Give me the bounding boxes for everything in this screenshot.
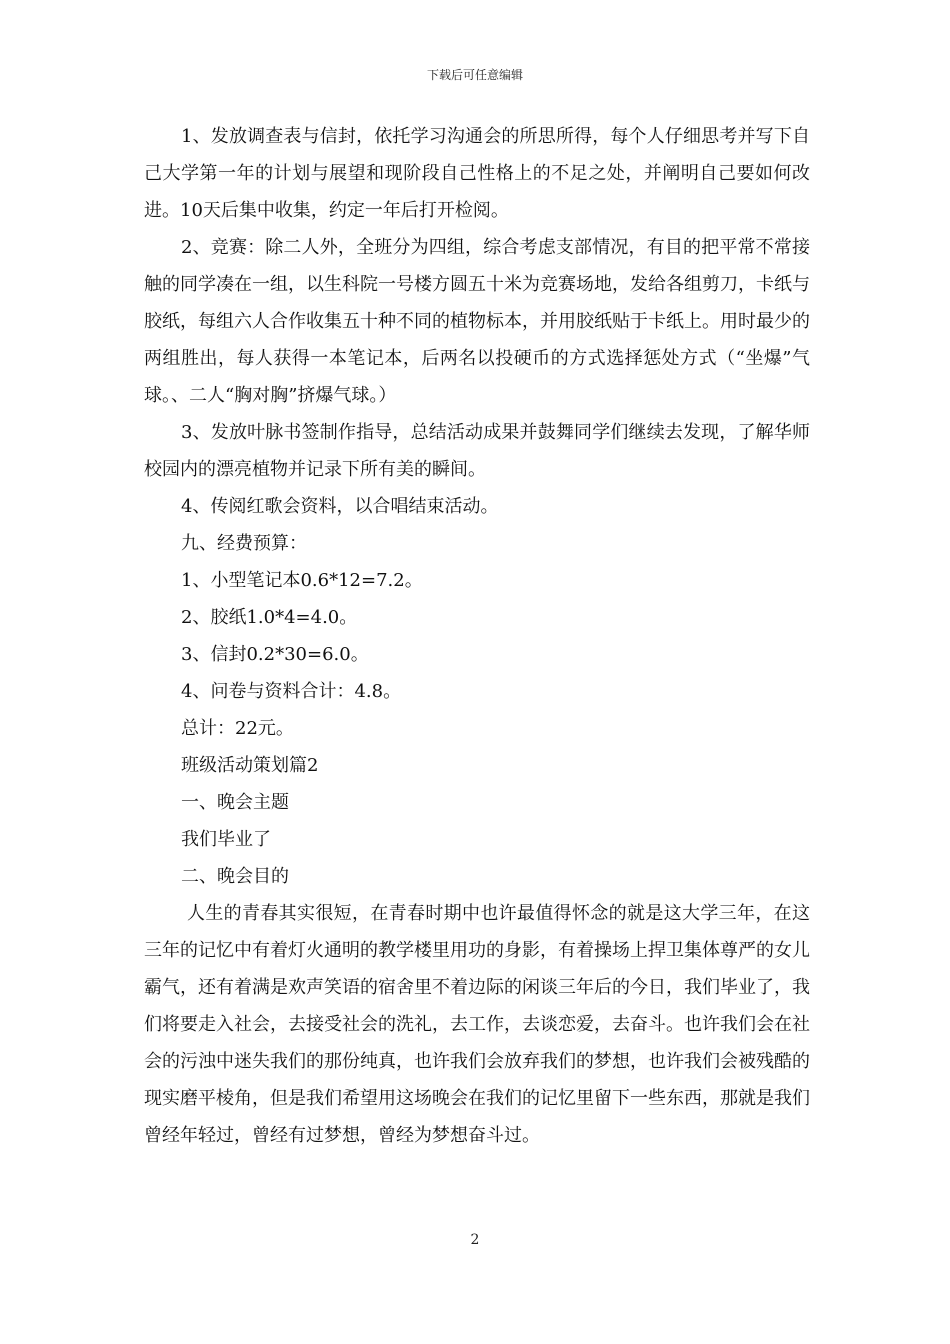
section-title-part2: 班级活动策划篇2	[181, 755, 319, 776]
budget-item-4: 4、问卷与资料合计：4.8。	[181, 681, 402, 702]
paragraph-item-2: 2、竞赛：除二人外，全班分为四组，综合考虑支部情况，有目的把平常不常接触的同学凑在一组，以生科院一号楼方圆五十米为竞赛场地，发给各组剪刀，卡纸与胶纸，每组六人合作收集五十种不同的植物标本，并用胶纸贴于卡纸上。用时最少的两组胜出，每人获得一本笔记本，后两名以投硬币的方式选择惩处方式（“坐爆”气球。、二人“胸对胸”挤爆气球。）	[144, 237, 810, 406]
budget-item-3: 3、信封0.2*30=6.0。	[181, 644, 369, 665]
paragraph-item-4: 4、传阅红歌会资料，以合唱结束活动。	[181, 496, 499, 517]
paragraph-item-1: 1、发放调查表与信封，依托学习沟通会的所思所得，每个人仔细思考并写下自己大学第一年的计划与展望和现阶段自己性格上的不足之处，并阐明自己要如何改进。10天后集中收集，约定一年后打开检阅。	[144, 126, 810, 221]
purpose-paragraph: 人生的青春其实很短，在青春时期中也许最值得怀念的就是这大学三年，在这三年的记忆中有着灯火通明的教学楼里用功的身影，有着操场上捍卫集体尊严的女儿霸气，还有着满是欢声笑语的宿舍里不着边际的闲谈三年后的今日，我们毕业了，我们将要走入社会，去接受社会的洗礼，去工作，去谈恋爱，去奋斗。也许我们会在社会的污浊中迷失我们的那份纯真，也许我们会放弃我们的梦想，也许我们会被残酷的现实磨平棱角，但是我们希望用这场晚会在我们的记忆里留下一些东西，那就是我们曾经年轻过，曾经有过梦想，曾经为梦想奋斗过。	[144, 903, 810, 1146]
theme-text: 我们毕业了	[181, 829, 271, 850]
section-heading-budget: 九、经费预算：	[181, 533, 307, 554]
budget-item-2: 2、胶纸1.0*4=4.0。	[181, 607, 358, 628]
document-body	[144, 118, 810, 1154]
page-header: 下载后可任意编辑	[426, 68, 523, 82]
page-number: 2	[470, 1232, 480, 1248]
budget-total: 总计：22元。	[181, 718, 294, 739]
budget-item-1: 1、小型笔记本0.6*12=7.2。	[181, 570, 423, 591]
section-heading-theme: 一、晚会主题	[181, 792, 289, 813]
section-heading-purpose: 二、晚会目的	[181, 866, 289, 887]
paragraph-item-3: 3、发放叶脉书签制作指导，总结活动成果并鼓舞同学们继续去发现，了解华师校园内的漂亮植物并记录下所有美的瞬间。	[144, 422, 810, 480]
